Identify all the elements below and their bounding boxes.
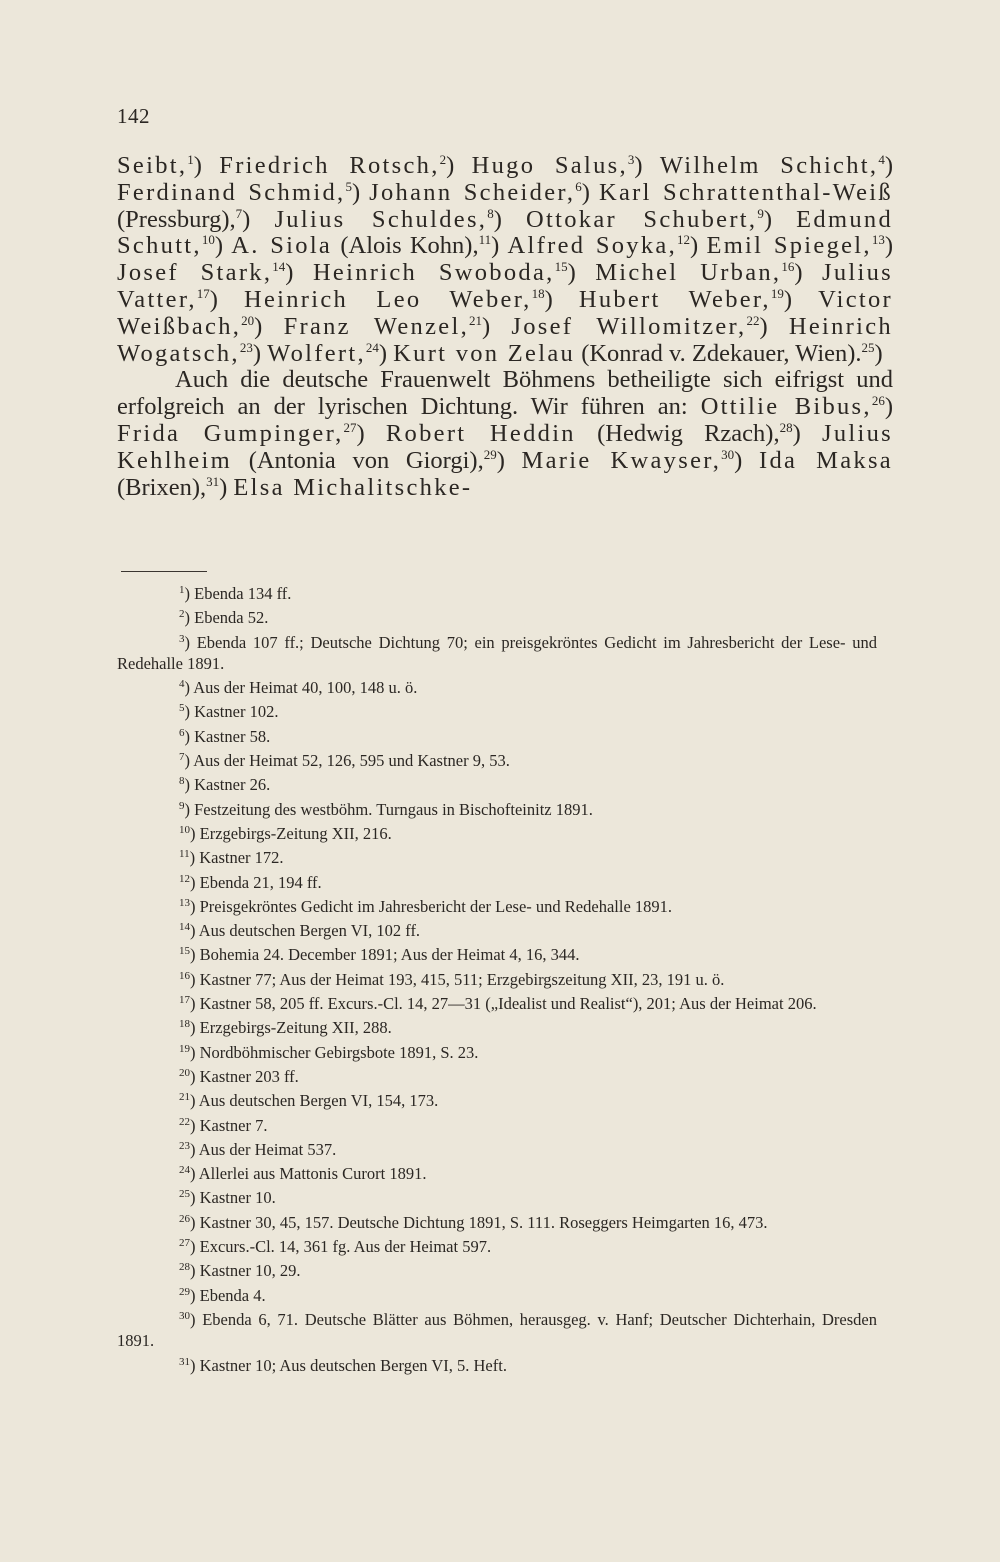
footnote-number: 14 — [179, 921, 190, 934]
footnote-paren: ) — [184, 775, 195, 795]
footnote-ref: 4 — [878, 151, 885, 167]
text-run: ) — [794, 259, 823, 287]
footnote-paren: ) — [184, 702, 195, 722]
text-run: ) — [690, 232, 707, 260]
footnote-ref: 17 — [196, 285, 210, 301]
footnote — [117, 723, 877, 747]
footnote-text: Kastner 10. — [199, 1188, 276, 1208]
footnote-ref: 27 — [343, 419, 357, 435]
footnote — [117, 747, 877, 771]
spaced-name: Kurt von Zelau — [393, 339, 576, 367]
spaced-name: Heinrich Wogatsch, — [117, 312, 893, 367]
footnote — [117, 990, 877, 1014]
footnote-text: Excurs.-Cl. 14, 361 fg. Aus der Heimat 597. — [199, 1237, 492, 1257]
spaced-name: Seibt, — [117, 152, 188, 179]
footnote-ref: 5 — [345, 178, 352, 194]
footnote-text: Ebenda 134 ff. — [194, 584, 292, 603]
footnote-number: 1 — [179, 584, 185, 596]
spaced-name: Ida Maksa — [759, 446, 893, 474]
footnote-ref: 18 — [531, 285, 545, 301]
footnote-paren: ) — [190, 1237, 200, 1257]
footnote-text: Kastner 58. — [194, 726, 271, 746]
footnote-paren: ) — [190, 945, 200, 965]
footnote-ref: 8 — [487, 205, 494, 221]
text-run: ) — [254, 312, 284, 340]
text-run: ) — [252, 339, 268, 367]
footnote-ref: 3 — [627, 151, 635, 167]
footnote — [117, 917, 877, 941]
spaced-name: Heinrich Leo Weber, — [243, 285, 532, 313]
text-run: ) — [634, 152, 660, 179]
footnote — [117, 1282, 877, 1306]
text-run: ) — [482, 312, 512, 340]
footnote-ref: 12 — [677, 232, 691, 248]
footnote-text: Kastner 77; Aus der Heimat 193, 415, 511; Erzgebirgszeitung XII, 23, 191 u. ö. — [199, 969, 725, 989]
text-run: ) — [763, 205, 797, 233]
text-run: (Hedwig Rzach), — [575, 419, 780, 447]
footnote — [117, 844, 877, 868]
footnote-paren: ) — [184, 726, 195, 746]
footnote — [117, 771, 877, 795]
footnote-text: Preisgekröntes Gedicht im Jahresbericht der Lese- und Redehalle 1891. — [199, 896, 673, 916]
footnote — [117, 941, 877, 965]
footnote-paren: ) — [190, 1212, 200, 1232]
footnote-ref: 1 — [187, 151, 194, 167]
footnote-ref: 2 — [439, 151, 447, 167]
footnote-paren: ) — [190, 1115, 200, 1135]
footnote-number: 24 — [179, 1164, 190, 1177]
footnote-paren: ) — [189, 848, 200, 868]
text-run: ) — [734, 446, 759, 474]
text-run: ) — [242, 205, 275, 233]
footnote-text: Kastner 58, 205 ff. Excurs.-Cl. 14, 27—31 („Idealist und Realist“), 201; Aus der Heimat 206. — [199, 994, 817, 1014]
footnote — [117, 893, 877, 917]
footnote-number: 22 — [179, 1115, 190, 1128]
spaced-name: Robert Heddin — [385, 419, 576, 447]
footnote-text: Allerlei aus Mattonis Curort 1891. — [198, 1164, 427, 1184]
footnote-number: 5 — [179, 702, 185, 715]
footnote-number: 10 — [179, 823, 190, 836]
footnote-text: Kastner 203 ff. — [199, 1066, 299, 1086]
text-run: ) — [491, 232, 508, 260]
footnote-ref: 30 — [721, 446, 735, 462]
footnote — [117, 1306, 877, 1352]
footnote-number: 25 — [179, 1188, 190, 1201]
spaced-name: Marie Kwayser, — [521, 446, 722, 474]
text-run: ) — [567, 259, 596, 287]
footnote-number: 4 — [179, 678, 185, 691]
footnote-ref: 25 — [861, 339, 875, 355]
footnote-separator — [121, 571, 207, 572]
text-run: ) — [356, 419, 386, 447]
footnote-number: 19 — [179, 1042, 190, 1055]
footnote-text: Ebenda 21, 194 ff. — [199, 872, 322, 892]
spaced-name: Josef Willomitzer, — [511, 312, 747, 340]
footnote — [117, 1014, 877, 1038]
footnote-ref: 23 — [239, 339, 253, 355]
footnote-ref: 11 — [478, 232, 492, 248]
spaced-name: Emil Spiegel, — [706, 232, 872, 260]
footnote-ref: 6 — [575, 178, 582, 194]
footnote-number: 12 — [179, 872, 190, 885]
text-run: ) — [285, 259, 313, 287]
paragraph-poets-list — [117, 153, 893, 367]
footnote-paren: ) — [190, 1285, 200, 1305]
footnote-text: Kastner 10; Aus deutschen Bergen VI, 5. Heft. — [199, 1355, 507, 1375]
footnote-number: 13 — [179, 896, 190, 909]
text-run: ) — [874, 339, 883, 367]
footnote — [117, 629, 877, 675]
footnote-number: 9 — [179, 799, 185, 812]
footnote-ref: 26 — [871, 393, 885, 409]
text-run: (Konrad v. Zdekauer, Wien). — [575, 339, 862, 367]
footnote-number: 26 — [179, 1212, 190, 1225]
footnote-number: 16 — [179, 969, 190, 982]
footnote-paren: ) — [190, 1091, 199, 1111]
footnote-ref: 31 — [206, 473, 220, 489]
footnote-text: Kastner 102. — [194, 702, 279, 722]
text-run: ) — [351, 178, 370, 206]
text-run: ) — [193, 152, 220, 179]
spaced-name: Wilhelm Schicht, — [659, 152, 879, 179]
text-run: (Pressburg), — [117, 205, 236, 233]
footnote — [117, 1184, 877, 1208]
footnote-ref: 29 — [483, 446, 497, 462]
footnote-text: Kastner 30, 45, 157. Deutsche Dichtung 1891, S. 111. Roseggers Heimgarten 16, 473. — [199, 1212, 768, 1232]
footnote-paren: ) — [190, 994, 200, 1014]
footnote-paren: ) — [190, 969, 200, 989]
spaced-name: Hubert Weber, — [578, 285, 771, 313]
spaced-name: Edmund Schutt, — [117, 205, 893, 260]
footnote-number: 17 — [179, 994, 190, 1007]
footnote-paren: ) — [184, 632, 197, 652]
spaced-name: Franz Wenzel, — [283, 312, 469, 340]
footnote-paren: ) — [184, 751, 194, 771]
footnote — [117, 1257, 877, 1281]
footnote-paren: ) — [190, 1355, 200, 1375]
footnote — [117, 1209, 877, 1233]
footnote-number: 27 — [179, 1237, 190, 1250]
footnote-paren: ) — [190, 1018, 200, 1038]
footnote-text: Nordböhmischer Gebirgsbote 1891, S. 23. — [199, 1042, 479, 1062]
paragraph-women-poets — [117, 367, 893, 501]
spaced-name: A. Siola — [231, 232, 333, 260]
footnote-text: Kastner 172. — [199, 848, 284, 868]
footnote — [117, 820, 877, 844]
footnote-number: 20 — [179, 1066, 190, 1079]
footnote — [117, 674, 877, 698]
footnote-number: 21 — [179, 1091, 190, 1104]
footnote-ref: 7 — [235, 205, 243, 221]
spaced-name: Alfred Soyka, — [507, 232, 678, 260]
footnote — [117, 1233, 877, 1257]
text-run: ) — [544, 285, 579, 313]
text-run: (Alois Kohn), — [332, 232, 479, 260]
footnote-paren: ) — [190, 1042, 200, 1062]
footnote — [117, 1063, 877, 1087]
footnote-number: 18 — [179, 1018, 190, 1031]
footnote-ref: 16 — [781, 259, 795, 275]
footnote-ref: 10 — [201, 232, 215, 248]
text-run: ) — [783, 285, 819, 313]
footnote-paren: ) — [190, 1164, 199, 1184]
footnote — [117, 1112, 877, 1136]
text-run: ) — [759, 312, 789, 340]
footnote-number: 15 — [179, 945, 190, 958]
text-run: ) — [493, 205, 527, 233]
footnote-number: 7 — [179, 751, 185, 764]
footnote-ref: 15 — [554, 259, 568, 275]
footnote-number: 23 — [179, 1139, 190, 1152]
footnote-text: Aus deutschen Bergen VI, 154, 173. — [198, 1091, 439, 1111]
footnote-text: Aus der Heimat 537. — [198, 1139, 337, 1159]
text-run: ) — [884, 152, 893, 179]
spaced-name: Julius Kehlheim — [117, 419, 893, 474]
footnote — [117, 1352, 877, 1376]
spaced-name: Ottokar Schubert, — [526, 205, 758, 233]
main-text — [117, 153, 893, 501]
footnote-text: Ebenda 4. — [199, 1285, 266, 1305]
footnote-text: Aus der Heimat 40, 100, 148 u. ö. — [193, 678, 418, 698]
footnotes — [117, 580, 877, 1376]
footnote-number: 3 — [179, 632, 185, 645]
text-run: ) — [446, 152, 472, 179]
footnote — [117, 580, 877, 604]
footnote-ref: 21 — [469, 312, 482, 328]
footnote-ref: 20 — [241, 312, 255, 328]
text-run: ) — [209, 285, 244, 313]
footnote — [117, 796, 877, 820]
footnote-text: Erzgebirgs-Zeitung XII, 216. — [199, 823, 392, 843]
footnote-ref: 24 — [365, 339, 379, 355]
spaced-name: Hugo Salus, — [471, 152, 628, 179]
footnote — [117, 869, 877, 893]
footnote — [117, 1087, 877, 1111]
footnote-paren: ) — [190, 1309, 203, 1329]
footnote-number: 11 — [179, 848, 190, 861]
footnote-paren: ) — [184, 608, 195, 628]
text-run: ) — [792, 419, 822, 447]
footnote-text: Kastner 7. — [199, 1115, 268, 1135]
footnote-text: Erzgebirgs-Zeitung XII, 288. — [199, 1018, 392, 1038]
text-run: ) — [378, 339, 394, 367]
footnote-paren: ) — [190, 1261, 200, 1281]
footnote-number: 6 — [179, 726, 185, 739]
footnote-text: Kastner 10, 29. — [199, 1261, 301, 1281]
text-run: Auch die deutsche Frauenwelt Böhmens betheiligte sich eifrigst und erfolgreich an der lyrischen Dichtung. Wir führen an: — [117, 366, 893, 421]
footnote-paren: ) — [184, 799, 195, 819]
footnote-text: Festzeitung des westböhm. Turngaus in Bischofteinitz 1891. — [194, 799, 593, 819]
footnote-ref: 13 — [871, 232, 885, 248]
footnote-paren: ) — [184, 678, 194, 698]
footnote — [117, 604, 877, 628]
footnote — [117, 966, 877, 990]
spaced-name: Johann Scheider, — [369, 178, 576, 206]
footnote-text: Ebenda 6, 71. Deutsche Blätter aus Böhmen, herausgeg. v. Hanf; Deutscher Dichterhain, Dresden 1891. — [117, 1309, 877, 1351]
footnote-paren: ) — [190, 872, 200, 892]
footnote-number: 28 — [179, 1261, 190, 1274]
footnote-text: Ebenda 52. — [194, 608, 269, 628]
footnote-paren: ) — [190, 1066, 200, 1086]
text-run: ) — [884, 232, 894, 260]
footnote-paren: ) — [184, 584, 195, 603]
footnote — [117, 1136, 877, 1160]
text-run: ) — [581, 178, 599, 206]
footnote-ref: 22 — [746, 312, 760, 328]
footnote-ref: 28 — [779, 419, 793, 435]
footnote-ref: 19 — [770, 285, 784, 301]
spaced-name: Frida Gumpinger, — [117, 419, 344, 447]
text-run: (Brixen), — [117, 473, 207, 501]
spaced-name: Elsa Michalitschke- — [233, 473, 473, 501]
footnote-number: 8 — [179, 775, 185, 788]
page-number: 142 — [117, 104, 150, 128]
footnote-text: Aus der Heimat 52, 126, 595 und Kastner 9, 53. — [193, 751, 510, 771]
footnote-text: Bohemia 24. December 1891; Aus der Heimat 4, 16, 344. — [199, 945, 580, 965]
footnote-paren: ) — [190, 823, 200, 843]
text-run: (Antonia von Giorgi), — [232, 446, 484, 474]
footnote-ref: 14 — [272, 259, 286, 275]
footnote-text: Kastner 26. — [194, 775, 271, 795]
footnote-paren: ) — [190, 1139, 199, 1159]
text-run: ) — [496, 446, 522, 474]
footnote-paren: ) — [190, 1188, 200, 1208]
spaced-name: Julius Vatter, — [117, 259, 893, 313]
footnote-number: 29 — [179, 1285, 190, 1298]
spaced-name: Heinrich Swoboda, — [312, 259, 555, 287]
text-run: ) — [884, 393, 893, 421]
footnote-number: 30 — [179, 1309, 190, 1322]
spaced-name: Ottilie Bibus, — [700, 393, 872, 421]
spaced-name: Wolfert, — [267, 339, 366, 367]
footnote-paren: ) — [190, 921, 199, 941]
footnote — [117, 698, 877, 722]
spaced-name: Josef Stark, — [117, 259, 273, 287]
footnote-number: 31 — [179, 1355, 190, 1368]
spaced-name: Julius Schuldes, — [274, 205, 488, 233]
spaced-name: Ferdinand Schmid, — [117, 178, 346, 206]
footnote — [117, 1160, 877, 1184]
footnote-text: Ebenda 107 ff.; Deutsche Dichtung 70; ein preisgekröntes Gedicht im Jahresbericht der Lese- und Redehalle 1891. — [117, 632, 878, 673]
footnote-text: Aus deutschen Bergen VI, 102 ff. — [198, 921, 421, 941]
footnote-paren: ) — [190, 896, 200, 916]
spaced-name: Friedrich Rotsch, — [219, 152, 440, 179]
footnote-ref: 9 — [757, 205, 764, 221]
spaced-name: Karl Schrattenthal-Weiß — [598, 178, 893, 206]
footnote — [117, 1039, 877, 1063]
spaced-name: Michel Urban, — [595, 259, 782, 287]
footnote-number: 2 — [179, 608, 185, 621]
text-run: ) — [214, 232, 232, 260]
spaced-name: Victor Weißbach, — [117, 285, 893, 340]
text-run: ) — [219, 473, 234, 501]
